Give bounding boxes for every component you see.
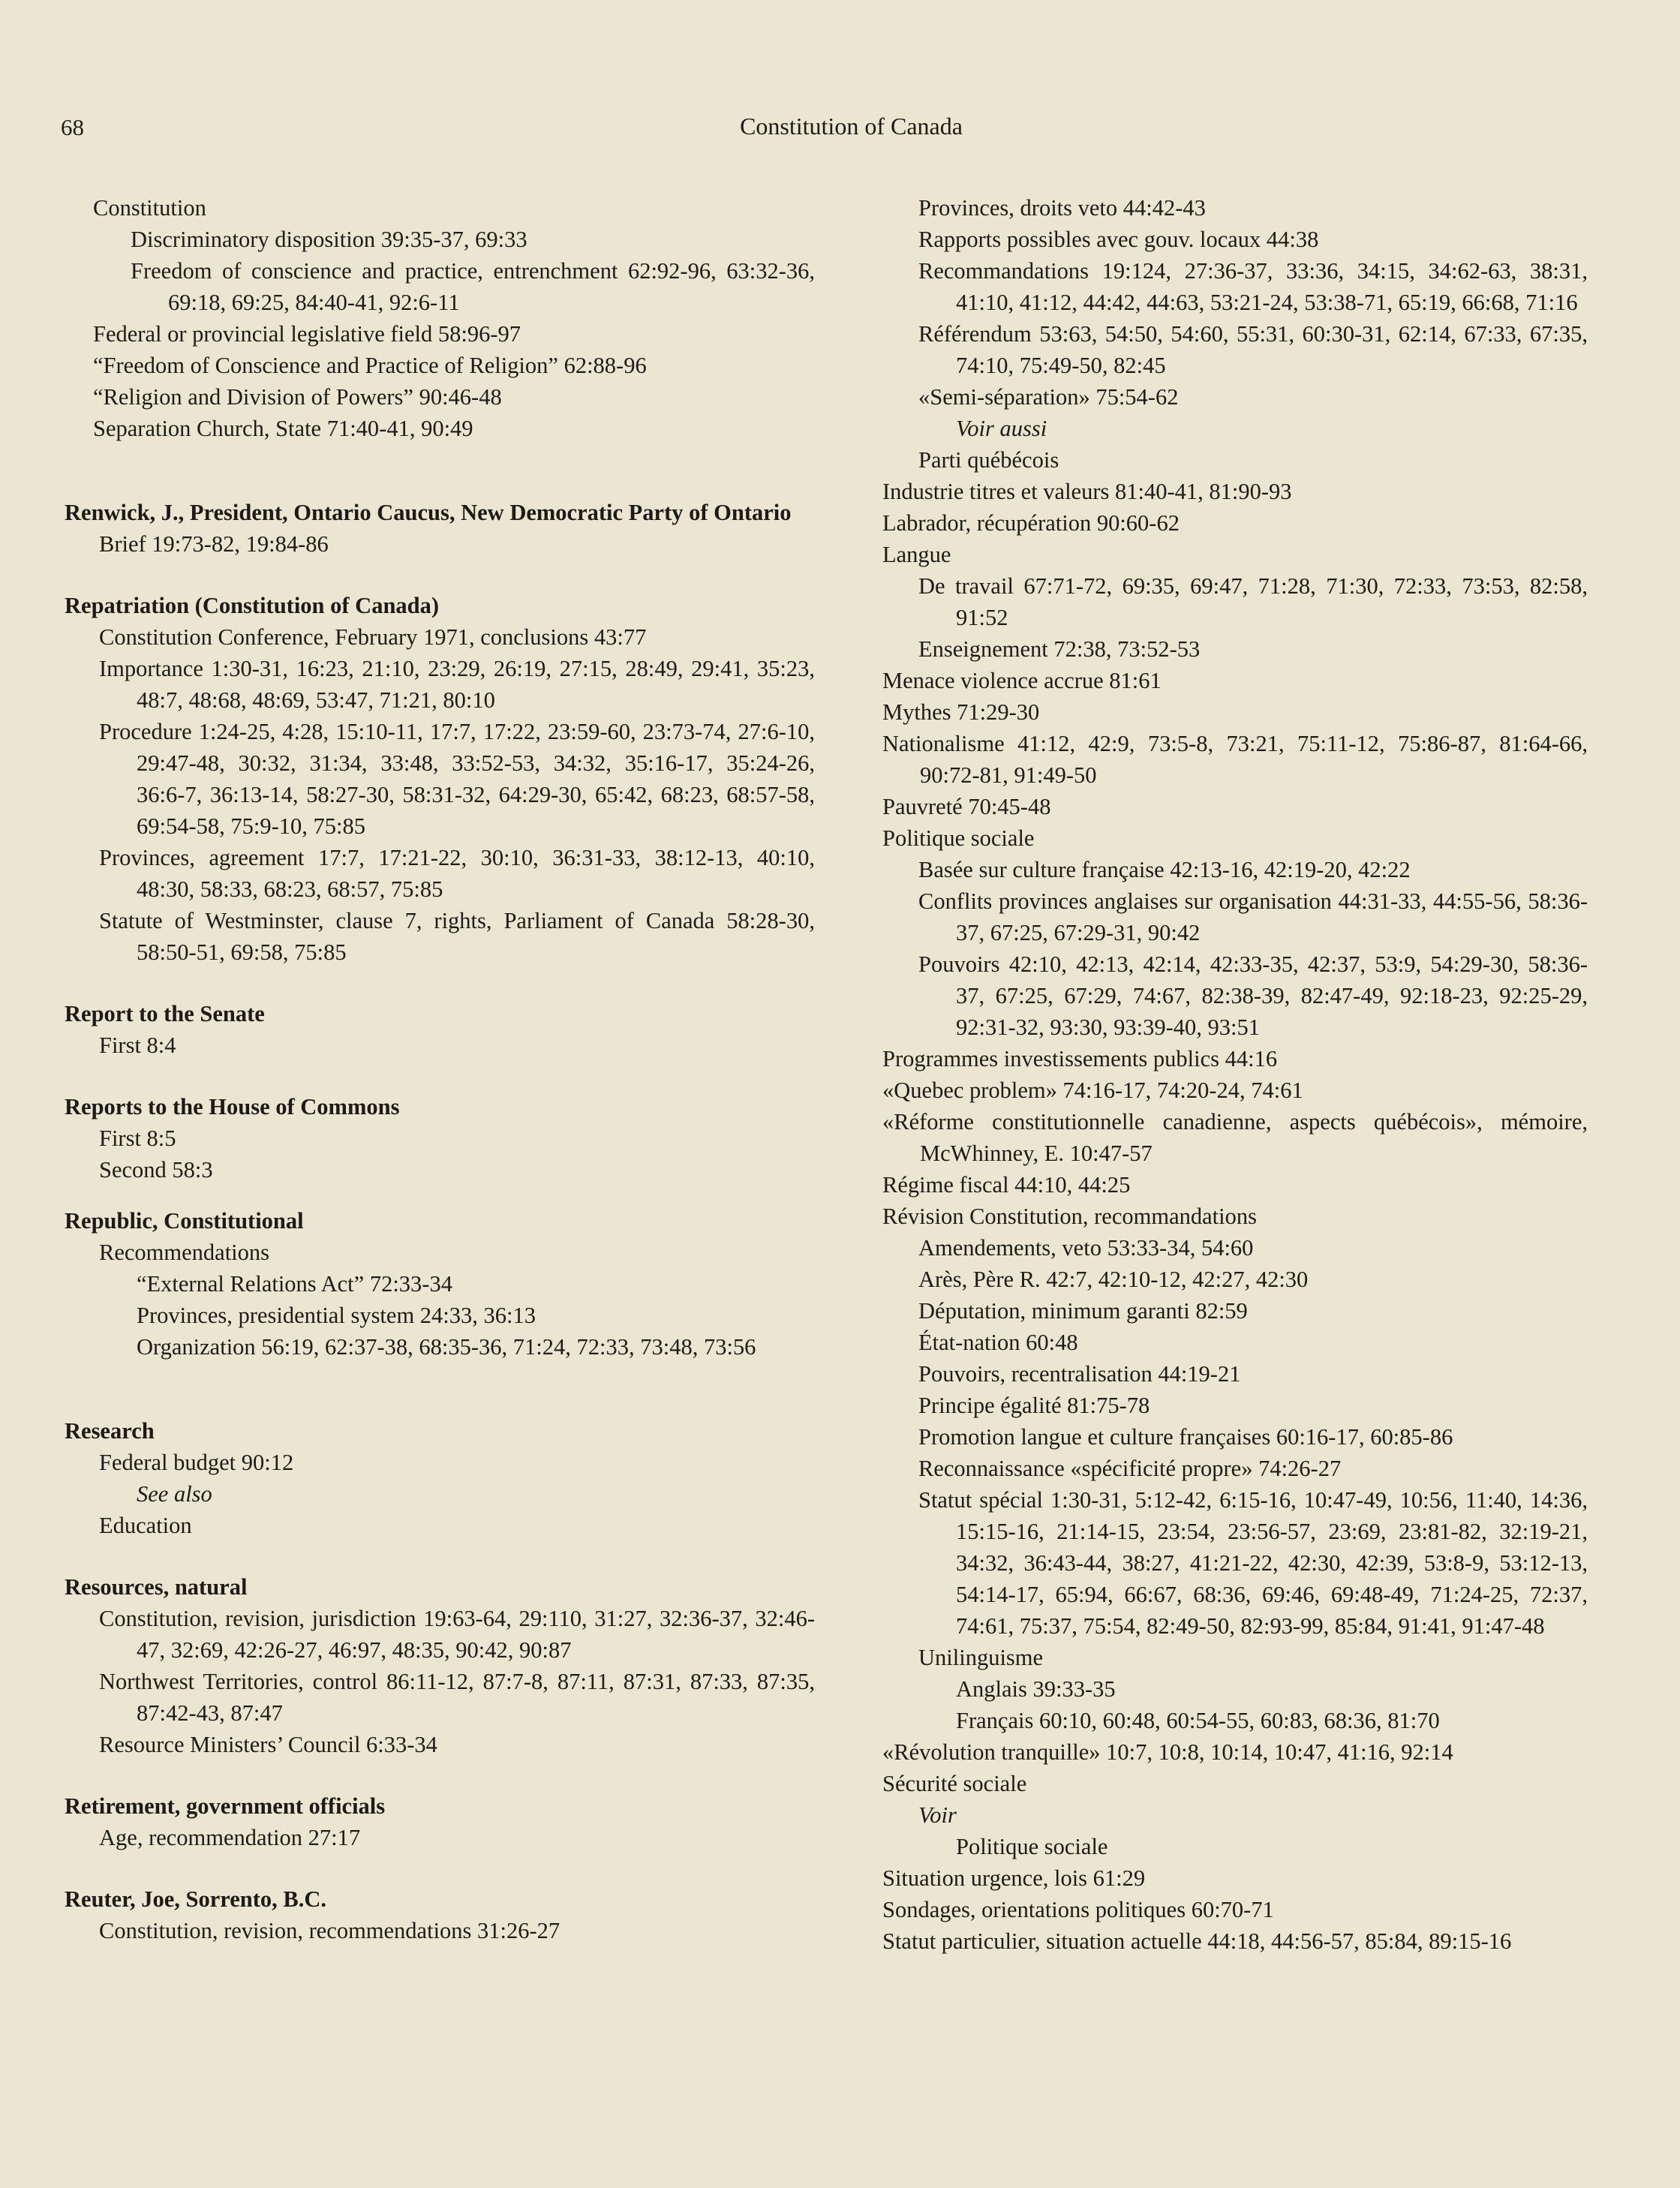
index-heading: Renwick, J., President, Ontario Caucus, New Democratic Party of Ontario	[65, 500, 792, 525]
index-heading: Reuter, Joe, Sorrento, B.C.	[65, 1886, 327, 1912]
index-subentry: Arès, Père R. 42:7, 42:10-12, 42:27, 42:30	[918, 1267, 1309, 1292]
index-column-left	[65, 192, 815, 1946]
index-entry-report-senate	[65, 998, 815, 1061]
index-heading: Retirement, government officials	[65, 1793, 386, 1819]
index-entry-reuter	[65, 1883, 815, 1946]
index-subentry: Rapports possibles avec gouv. locaux 44:38	[918, 227, 1319, 252]
index-subentry: De travail 67:71-72, 69:35, 69:47, 71:28, 71:30, 72:33, 73:53, 82:58, 91:52	[918, 573, 1588, 630]
index-subentry: Procedure 1:24-25, 4:28, 15:10-11, 17:7, 17:22, 23:59-60, 23:73-74, 27:6-10, 29:47-48, 30:32, 31:34, 33:48, 33:52-53, 34:32, 35:16-17, 35:24-26, 36:6-7, 36:13-14, 58:27-30, 58:31-32, 64:29-30, 65:42, 68:23, 68:57-58, 69:54-58, 75:9-10, 75:85	[99, 719, 815, 839]
index-cross-reference: See also	[137, 1481, 212, 1507]
index-subentry: Federal or provincial legislative field 58:96-97	[93, 321, 521, 347]
index-subentry: Pouvoirs, recentralisation 44:19-21	[918, 1361, 1241, 1387]
index-subentry: Freedom of conscience and practice, entrenchment 62:92-96, 63:32-36, 69:18, 69:25, 84:40-41, 92:6-11	[131, 258, 815, 315]
index-column-right	[882, 192, 1588, 1957]
index-subentry: Députation, minimum garanti 82:59	[918, 1298, 1248, 1324]
index-entry: Sondages, orientations politiques 60:70-71	[882, 1897, 1274, 1922]
index-subentry: Provinces, droits veto 44:42-43	[918, 195, 1206, 221]
index-subentry: First 8:4	[99, 1032, 176, 1058]
index-entry-reports-commons	[65, 1091, 815, 1186]
index-heading: Report to the Senate	[65, 1001, 265, 1026]
index-subentry: Provinces, presidential system 24:33, 36:13	[137, 1303, 536, 1328]
index-subentry: Référendum 53:63, 54:50, 54:60, 55:31, 60:30-31, 62:14, 67:33, 67:35, 74:10, 75:49-50, 82:45	[918, 321, 1588, 378]
index-subentry: Unilinguisme	[918, 1645, 1044, 1670]
index-subentry: Education	[99, 1513, 192, 1538]
index-subentry: État-nation 60:48	[918, 1330, 1078, 1355]
index-subentry: Constitution	[93, 195, 206, 221]
index-heading: Resources, natural	[65, 1574, 248, 1600]
index-subentry: Federal budget 90:12	[99, 1450, 294, 1475]
index-subentry: Politique sociale	[956, 1834, 1108, 1859]
index-entry: Sécurité sociale	[882, 1771, 1027, 1796]
index-subentry: Parti québécois	[918, 447, 1059, 473]
index-subentry: First 8:5	[99, 1126, 176, 1151]
index-subentry: Organization 56:19, 62:37-38, 68:35-36, 71:24, 72:33, 73:48, 73:56	[137, 1334, 756, 1360]
index-entry-constitution	[65, 192, 815, 444]
index-subentry: Principe égalité 81:75-78	[918, 1393, 1150, 1418]
index-subentry: Amendements, veto 53:33-34, 54:60	[918, 1235, 1254, 1261]
index-entry: Menace violence accrue 81:61	[882, 668, 1162, 693]
index-entry: «Quebec problem» 74:16-17, 74:20-24, 74:61	[882, 1077, 1303, 1103]
index-entry: «Révolution tranquille» 10:7, 10:8, 10:14, 10:47, 41:16, 92:14	[882, 1739, 1453, 1765]
index-subentry: Français 60:10, 60:48, 60:54-55, 60:83, 68:36, 81:70	[956, 1708, 1440, 1733]
index-entry: Pauvreté 70:45-48	[882, 794, 1051, 819]
index-entry-research	[65, 1415, 815, 1541]
index-subentry: Pouvoirs 42:10, 42:13, 42:14, 42:33-35, 42:37, 53:9, 54:29-30, 58:36-37, 67:25, 67:29, 74:67, 82:38-39, 82:47-49, 92:18-23, 92:25-29, 92:31-32, 93:30, 93:39-40, 93:51	[918, 951, 1588, 1040]
index-subentry: Statute of Westminster, clause 7, rights, Parliament of Canada 58:28-30, 58:50-51, 69:58, 75:85	[99, 908, 815, 965]
index-heading: Research	[65, 1418, 155, 1444]
index-subentry: “External Relations Act” 72:33-34	[137, 1271, 452, 1297]
index-entry: Industrie titres et valeurs 81:40-41, 81:90-93	[882, 479, 1292, 504]
index-subentry: Resource Ministers’ Council 6:33-34	[99, 1732, 437, 1757]
index-entry: Régime fiscal 44:10, 44:25	[882, 1172, 1131, 1198]
index-entry: «Réforme constitutionnelle canadienne, aspects québécois», mémoire, McWhinney, E. 10:47-57	[882, 1109, 1588, 1166]
index-subentry: Second 58:3	[99, 1157, 213, 1183]
index-heading: Repatriation (Constitution of Canada)	[65, 593, 440, 618]
index-cross-reference: Voir aussi	[956, 416, 1047, 441]
index-subentry: Constitution, revision, recommendations 31:26-27	[99, 1918, 561, 1943]
index-entry: Mythes 71:29-30	[882, 699, 1040, 725]
index-entry-retirement	[65, 1790, 815, 1853]
index-subentry: Conflits provinces anglaises sur organisation 44:31-33, 44:55-56, 58:36-37, 67:25, 67:29-31, 90:42	[918, 888, 1588, 945]
index-entry-resources	[65, 1571, 815, 1760]
index-entry: Politique sociale	[882, 825, 1035, 851]
page-number: 68	[61, 114, 84, 140]
index-entry: Langue	[882, 542, 951, 567]
index-subentry: Statut spécial 1:30-31, 5:12-42, 6:15-16, 10:47-49, 10:56, 11:40, 14:36, 15:15-16, 21:14-15, 23:54, 23:56-57, 23:69, 23:81-82, 32:19-21, 34:32, 36:43-44, 38:27, 41:21-22, 42:30, 42:39, 53:8-9, 53:12-13, 54:14-17, 65:94, 66:67, 68:36, 69:46, 69:48-49, 71:24-25, 72:37, 74:61, 75:37, 75:54, 82:49-50, 82:93-99, 85:84, 91:41, 91:47-48	[918, 1487, 1588, 1639]
index-subentry: Provinces, agreement 17:7, 17:21-22, 30:10, 36:31-33, 38:12-13, 40:10, 48:30, 58:33, 68:23, 68:57, 75:85	[99, 845, 815, 902]
page-header	[0, 0, 1680, 173]
index-entry: Nationalisme 41:12, 42:9, 73:5-8, 73:21, 75:11-12, 75:86-87, 81:64-66, 90:72-81, 91:49-50	[882, 731, 1588, 788]
running-title: Constitution of Canada	[740, 113, 963, 140]
index-entry-repatriation	[65, 590, 815, 968]
index-subentry: Anglais 39:33-35	[956, 1676, 1116, 1702]
index-subentry: Importance 1:30-31, 16:23, 21:10, 23:29, 26:19, 27:15, 28:49, 29:41, 35:23, 48:7, 48:68, 48:69, 53:47, 71:21, 80:10	[99, 656, 815, 713]
index-subentry: Northwest Territories, control 86:11-12, 87:7-8, 87:11, 87:31, 87:33, 87:35, 87:42-43, 87:47	[99, 1669, 815, 1726]
index-subentry: “Freedom of Conscience and Practice of Religion” 62:88-96	[93, 353, 647, 378]
index-subentry: Constitution Conference, February 1971, conclusions 43:77	[99, 624, 647, 650]
index-subentry: Constitution, revision, jurisdiction 19:63-64, 29:110, 31:27, 32:36-37, 32:46-47, 32:69, 42:26-27, 46:97, 48:35, 90:42, 90:87	[99, 1606, 815, 1663]
index-subentry: “Religion and Division of Powers” 90:46-48	[93, 384, 502, 410]
index-subentry: Separation Church, State 71:40-41, 90:49	[93, 416, 473, 441]
index-subentry: Age, recommendation 27:17	[99, 1825, 361, 1850]
index-heading: Reports to the House of Commons	[65, 1094, 400, 1120]
index-entry: Programmes investissements publics 44:16	[882, 1046, 1278, 1071]
index-entry: Situation urgence, lois 61:29	[882, 1865, 1146, 1891]
index-subentry: «Semi-séparation» 75:54-62	[918, 384, 1179, 410]
index-cross-reference: Voir	[918, 1802, 957, 1828]
index-subentry: Basée sur culture française 42:13-16, 42:19-20, 42:22	[918, 857, 1411, 882]
index-subentry: Discriminatory disposition 39:35-37, 69:33	[131, 227, 527, 252]
index-subentry: Enseignement 72:38, 73:52-53	[918, 636, 1201, 662]
index-entry-renwick	[65, 497, 815, 560]
index-entry: Statut particulier, situation actuelle 44:18, 44:56-57, 85:84, 89:15-16	[882, 1928, 1512, 1954]
index-entry: Révision Constitution, recommandations	[882, 1204, 1257, 1229]
index-entry: Labrador, récupération 90:60-62	[882, 510, 1180, 536]
index-subentry: Reconnaissance «spécificité propre» 74:26-27	[918, 1456, 1342, 1481]
index-heading: Republic, Constitutional	[65, 1208, 304, 1234]
index-subentry: Promotion langue et culture françaises 60:16-17, 60:85-86	[918, 1424, 1453, 1450]
index-subentry: Recommendations	[99, 1240, 270, 1265]
index-subentry: Brief 19:73-82, 19:84-86	[99, 531, 329, 557]
index-entry-republic	[65, 1205, 815, 1363]
index-subentry: Recommandations 19:124, 27:36-37, 33:36, 34:15, 34:62-63, 38:31, 41:10, 41:12, 44:42, 44:63, 53:21-24, 53:38-71, 65:19, 66:68, 71:16	[918, 258, 1588, 315]
